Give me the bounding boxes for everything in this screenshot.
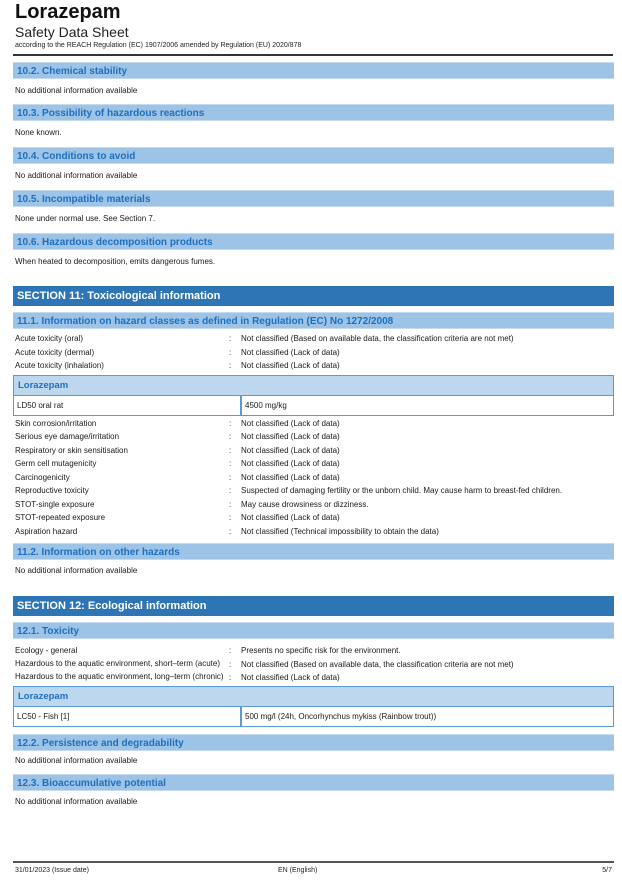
- subsection-heading-10-4: 10.4. Conditions to avoid: [13, 147, 614, 164]
- kv-separator: :: [229, 361, 232, 370]
- kv-separator: :: [229, 673, 232, 682]
- subsection-heading-12-2: 12.2. Persistence and degradability: [13, 734, 614, 751]
- kv-value: Not classified (Technical impossibility to obtain the data): [241, 526, 439, 536]
- subsection-heading-10-5: 10.5. Incompatible materials: [13, 190, 614, 207]
- kv-label: STOT-repeated exposure: [15, 513, 106, 522]
- kv-row: [13, 444, 614, 458]
- subsection-heading-11-1: 11.1. Information on hazard classes as defined in Regulation (EC) No 1272/2008: [13, 312, 614, 329]
- subsection-heading-10-3: 10.3. Possibility of hazardous reactions: [13, 104, 614, 121]
- kv-value: Not classified (Lack of data): [241, 361, 340, 370]
- kv-row: [13, 498, 614, 512]
- section-heading-12: SECTION 12: Ecological information: [13, 596, 614, 616]
- kv-value: Not classified (Lack of data): [241, 472, 340, 482]
- kv-row: [13, 430, 614, 444]
- kv-separator: :: [229, 513, 232, 522]
- kv-value: Not classified (Lack of data): [241, 513, 340, 522]
- header-divider: [13, 54, 613, 56]
- subsection-text-12-2: No additional information available: [15, 755, 138, 765]
- kv-row: [13, 332, 614, 346]
- kv-separator: :: [229, 499, 232, 509]
- kv-label: STOT-single exposure: [15, 499, 95, 509]
- kv-label: Hazardous to the aquatic environment, long–term (chronic): [15, 672, 224, 681]
- table-row: [14, 396, 613, 415]
- kv-separator: :: [229, 659, 232, 669]
- kv-label: Reproductive toxicity: [15, 486, 89, 495]
- kv-label: Skin corrosion/irritation: [15, 418, 97, 428]
- table-row: [14, 707, 613, 726]
- table-cell-parameter: LD50 oral rat: [14, 396, 242, 415]
- subsection-heading-12-1: 12.1. Toxicity: [13, 622, 614, 639]
- kv-row: [13, 484, 614, 498]
- kv-separator: :: [229, 526, 232, 536]
- hazard-classes-list: [13, 417, 614, 539]
- substance-name: Lorazepam: [14, 687, 613, 707]
- kv-separator: :: [229, 418, 232, 428]
- kv-row: [13, 471, 614, 485]
- product-name: Lorazepam: [15, 1, 121, 23]
- kv-row: [13, 658, 614, 672]
- kv-value: May cause drowsiness or dizziness.: [241, 499, 369, 509]
- kv-separator: :: [229, 347, 232, 357]
- subsection-text-10-3: None known.: [15, 128, 62, 137]
- substance-name: Lorazepam: [14, 376, 613, 396]
- document-body: [13, 62, 614, 807]
- section-heading-11: SECTION 11: Toxicological information: [13, 286, 614, 306]
- kv-value: Not classified (Lack of data): [241, 347, 340, 357]
- table-cell-value: 4500 mg/kg: [245, 400, 287, 410]
- subsection-text-11-2: No additional information available: [15, 566, 138, 575]
- kv-value: Not classified (Lack of data): [241, 418, 340, 428]
- kv-row: [13, 525, 614, 539]
- kv-label: Serious eye damage/irritation: [15, 432, 120, 441]
- subsection-heading-12-3: 12.3. Bioaccumulative potential: [13, 774, 614, 791]
- kv-value: Not classified (Based on available data, the classification criteria are not met): [241, 334, 514, 343]
- kv-label: Carcinogenicity: [15, 472, 70, 482]
- acute-toxicity-list: [13, 332, 614, 373]
- kv-label: Acute toxicity (oral): [15, 334, 84, 343]
- kv-separator: :: [229, 472, 232, 482]
- subsection-heading-10-2: 10.2. Chemical stability: [13, 62, 614, 79]
- kv-value: Not classified (Lack of data): [241, 673, 340, 682]
- page-number: 5/7: [602, 867, 612, 874]
- kv-row: [13, 346, 614, 360]
- subsection-text-10-2: No additional information available: [15, 86, 138, 95]
- kv-value: Presents no specific risk for the environment.: [241, 646, 401, 655]
- subsection-text-10-4: No additional information available: [15, 171, 138, 180]
- kv-label: Acute toxicity (inhalation): [15, 361, 104, 370]
- document-language: EN (English): [278, 867, 318, 874]
- kv-row: [13, 644, 614, 658]
- kv-row: [13, 511, 614, 525]
- kv-label: Acute toxicity (dermal): [15, 347, 95, 357]
- kv-row: [13, 417, 614, 431]
- subsection-heading-10-6: 10.6. Hazardous decomposition products: [13, 233, 614, 250]
- ecotoxicity-list: [13, 644, 614, 685]
- kv-separator: :: [229, 486, 232, 495]
- subsection-heading-11-2: 11.2. Information on other hazards: [13, 543, 614, 560]
- table-cell-value: 500 mg/l (24h, Oncorhynchus mykiss (Rainbow trout)): [245, 711, 437, 721]
- issue-date: 31/01/2023 (Issue date): [15, 867, 89, 874]
- kv-separator: :: [229, 445, 232, 455]
- kv-label: Respiratory or skin sensitisation: [15, 445, 128, 455]
- regulation-line: according to the REACH Regulation (EC) 1907/2006 amended by Regulation (EU) 2020/878: [15, 42, 302, 49]
- kv-separator: :: [229, 459, 232, 468]
- kv-label: Ecology - general: [15, 646, 78, 655]
- footer-divider: [13, 861, 614, 863]
- document-title: Safety Data Sheet: [15, 24, 129, 40]
- kv-separator: :: [229, 334, 232, 343]
- substance-table-toxicity: [13, 375, 614, 416]
- kv-value: Not classified (Lack of data): [241, 432, 340, 441]
- subsection-text-10-6: When heated to decomposition, emits dangerous fumes.: [15, 257, 216, 266]
- table-cell-parameter: LC50 - Fish [1]: [14, 707, 242, 726]
- kv-row: [13, 457, 614, 471]
- kv-label: Aspiration hazard: [15, 526, 78, 536]
- kv-value: Not classified (Based on available data, the classification criteria are not met): [241, 659, 514, 669]
- kv-label: Germ cell mutagenicity: [15, 459, 97, 468]
- kv-value: Not classified (Lack of data): [241, 459, 340, 468]
- kv-separator: :: [229, 646, 232, 655]
- kv-value: Not classified (Lack of data): [241, 445, 340, 455]
- kv-label: Hazardous to the aquatic environment, short–term (acute): [15, 658, 220, 668]
- kv-value: Suspected of damaging fertility or the unborn child. May cause harm to breast-fed children.: [241, 486, 563, 495]
- kv-row: [13, 671, 614, 685]
- kv-row: [13, 359, 614, 373]
- document-header: [15, 0, 615, 51]
- subsection-text-12-3: No additional information available: [15, 796, 138, 806]
- subsection-text-10-5: None under normal use. See Section 7.: [15, 214, 156, 223]
- substance-table-ecotoxicity: [13, 686, 614, 727]
- kv-separator: :: [229, 432, 232, 441]
